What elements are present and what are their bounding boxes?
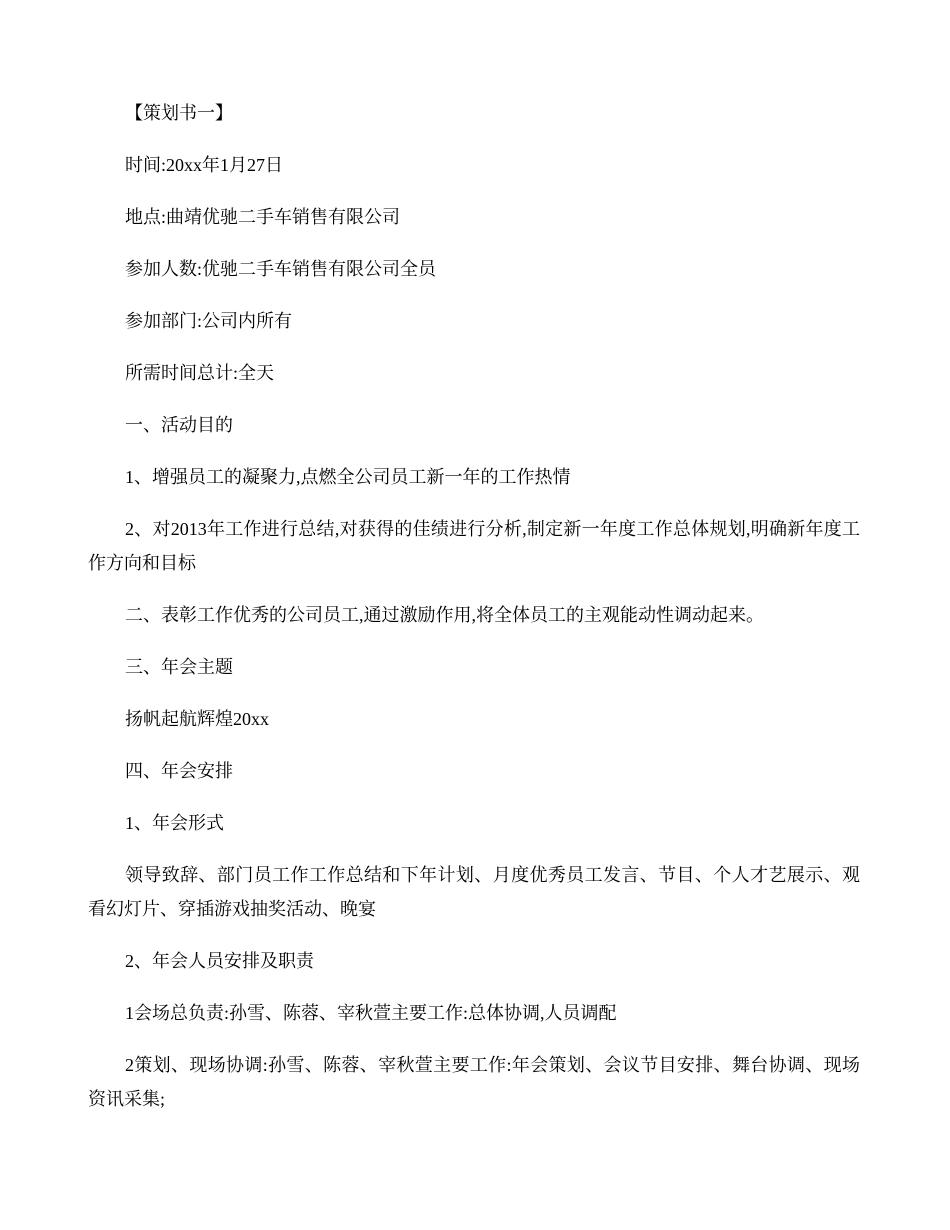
format-description: 领导致辞、部门员工作工作总结和下年计划、月度优秀员工发言、节目、个人才艺展示、观看幻灯片、穿插游戏抽奖活动、晚宴 (88, 865, 860, 919)
staff-item-1: 1会场总负责:孙雪、陈蓉、宰秋萱主要工作:总体协调,人员调配 (125, 1003, 617, 1023)
departments-line: 参加部门:公司内所有 (125, 311, 293, 331)
arrangement-item-1: 1、年会形式 (125, 813, 224, 833)
participants-line: 参加人数:优驰二手车销售有限公司全员 (125, 259, 436, 279)
heading-theme: 三、年会主题 (125, 657, 233, 677)
section-heading: 【策划书一】 (125, 103, 233, 123)
heading-purpose: 一、活动目的 (125, 415, 233, 435)
duration-line: 所需时间总计:全天 (125, 363, 275, 383)
heading-commendation: 二、表彰工作优秀的公司员工,通过激励作用,将全体员工的主观能动性调动起来。 (125, 605, 764, 625)
purpose-item-1: 1、增强员工的凝聚力,点燃全公司员工新一年的工作热情 (125, 467, 571, 487)
location-line: 地点:曲靖优驰二手车销售有限公司 (125, 207, 400, 227)
heading-arrangement: 四、年会安排 (125, 761, 233, 781)
document-page (88, 96, 860, 1116)
time-line: 时间:20xx年1月27日 (125, 155, 284, 175)
staff-item-2: 2策划、现场协调:孙雪、陈蓉、宰秋萱主要工作:年会策划、会议节目安排、舞台协调、现场资讯采集; (88, 1055, 860, 1109)
theme-text: 扬帆起航辉煌20xx (125, 709, 269, 729)
arrangement-item-2: 2、年会人员安排及职责 (125, 951, 314, 971)
purpose-item-2: 2、对2013年工作进行总结,对获得的佳绩进行分析,制定新一年度工作总体规划,明确新年度工作方向和目标 (88, 519, 860, 573)
